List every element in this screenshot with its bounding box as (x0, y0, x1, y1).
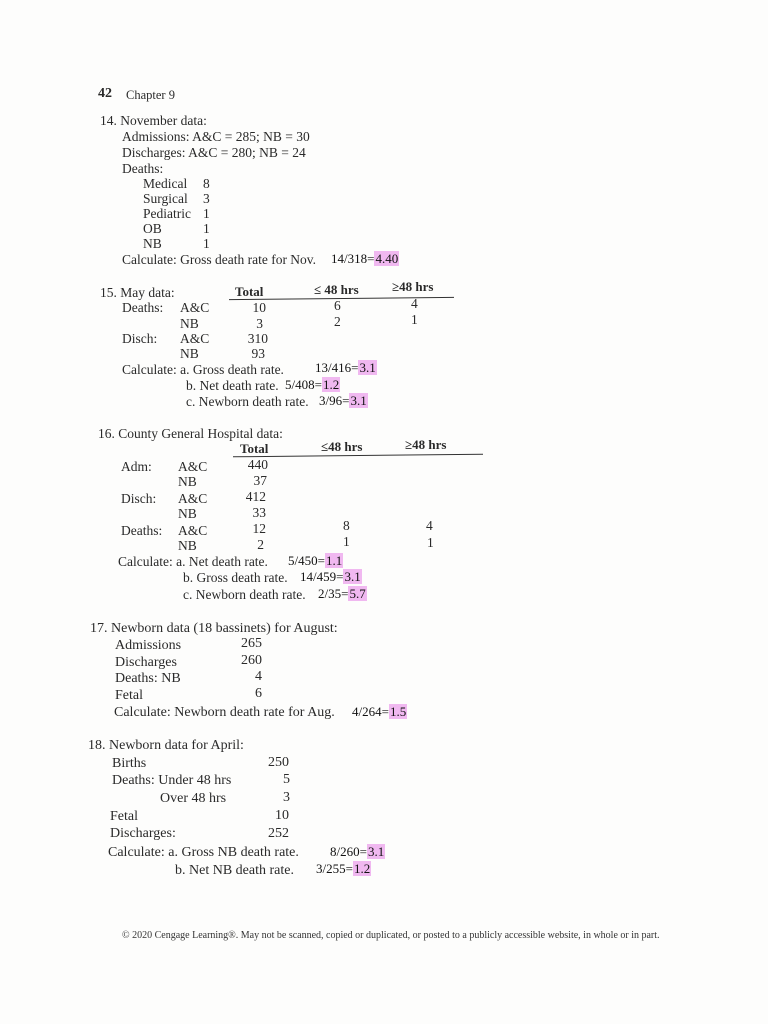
q17-row-label: Admissions (115, 638, 182, 653)
q17-row-value: 6 (255, 686, 262, 701)
q14-row-value: 8 (203, 176, 210, 191)
q15-deaths-ac-ge48: 4 (411, 296, 418, 311)
answer-text: 14/318= (331, 251, 375, 266)
answer-text: 5/408= (285, 377, 322, 392)
q16-deaths-ac-ge48: 4 (426, 518, 433, 533)
q15-deaths-ac-total: 10 (252, 300, 266, 315)
answer-highlight: 3.1 (367, 844, 385, 859)
q18-answer-a (330, 844, 385, 860)
q15-deaths-ac-le48: 6 (334, 298, 341, 313)
q17-row-value: 260 (241, 653, 262, 668)
q14-row-value: 1 (203, 221, 210, 236)
q15-disch-ac-total: 310 (247, 331, 268, 346)
q16-nb-label: NB (178, 506, 197, 521)
q15-deaths-nb-le48: 2 (334, 314, 341, 329)
q16-deaths-label: Deaths: (121, 523, 163, 538)
q16-calc-c: c. Newborn death rate. (183, 587, 306, 602)
answer-highlight: 5.7 (349, 586, 366, 601)
answer-highlight: 1.5 (389, 704, 407, 719)
q16-calc-a: Calculate: a. Net death rate. (118, 554, 268, 569)
q15-header-total: Total (235, 284, 264, 299)
q16-calc-b: b. Gross death rate. (183, 570, 288, 585)
q16-deaths-nb-total: 2 (257, 537, 264, 552)
q16-nb-label: NB (178, 474, 197, 489)
q18-over-label: Over 48 hrs (160, 791, 227, 806)
q14-row-value: 1 (203, 236, 210, 251)
answer-text: 14/459= (300, 569, 344, 584)
q16-ac-label: A&C (178, 459, 208, 474)
q15-nb-label: NB (180, 346, 199, 361)
q16-deaths-ac-le48: 8 (343, 518, 350, 533)
q16-header-rule (233, 454, 483, 458)
q17-row-label: Discharges (115, 655, 177, 670)
q15-calc-b: b. Net death rate. (186, 378, 279, 393)
q16-disch-nb: 33 (252, 505, 266, 520)
q17-title: 17. Newborn data (18 bassinets) for August: (90, 621, 338, 636)
page-number: 42 (98, 86, 112, 101)
q14-deaths-label: Deaths: (122, 161, 164, 176)
q14-answer (331, 251, 399, 267)
q14-admissions: Admissions: A&C = 285; NB = 30 (122, 129, 310, 144)
q16-deaths-nb-le48: 1 (343, 534, 350, 549)
q18-title: 18. Newborn data for April: (88, 738, 244, 753)
q15-deaths-nb-total: 3 (256, 316, 263, 331)
answer-text: 3/255= (316, 861, 353, 876)
q16-answer-c (318, 586, 367, 602)
chapter-title: Chapter 9 (126, 88, 175, 102)
answer-text: 3/96= (319, 393, 350, 408)
q14-discharges: Discharges: A&C = 280; NB = 24 (122, 145, 306, 160)
q16-adm-nb: 37 (253, 473, 267, 488)
answer-highlight: 3.1 (344, 569, 361, 584)
q15-ac-label: A&C (180, 331, 210, 346)
q17-answer (352, 704, 407, 720)
q15-answer-a (315, 360, 377, 376)
answer-text: 5/450= (288, 553, 325, 568)
answer-text: 13/416= (315, 360, 359, 375)
q15-disch-nb-total: 93 (251, 346, 265, 361)
q14-calc: Calculate: Gross death rate for Nov. (122, 252, 317, 267)
q18-births-value: 250 (268, 755, 289, 770)
q14-row-label: Medical (143, 176, 188, 191)
answer-text: 4/264= (352, 704, 389, 719)
q15-header-le48: ≤ 48 hrs (314, 282, 359, 297)
q18-deaths-label: Deaths: Under 48 hrs (112, 773, 232, 788)
answer-highlight: 4.40 (375, 251, 399, 266)
copyright-footer: © 2020 Cengage Learning®. May not be scanned, copied or duplicated, or posted to a publicly accessible website, in whole or in part. (122, 930, 660, 941)
q15-title: 15. May data: (100, 285, 175, 300)
q14-row-value: 1 (203, 206, 210, 221)
answer-highlight: 1.2 (353, 861, 371, 876)
q16-answer-a (288, 553, 343, 569)
q16-answer-b (300, 569, 362, 585)
q18-disch-value: 252 (268, 826, 289, 841)
q16-disch-label: Disch: (121, 491, 157, 506)
q16-deaths-ac-total: 12 (252, 521, 266, 536)
q15-calc-c: c. Newborn death rate. (186, 394, 309, 409)
answer-highlight: 1.2 (322, 377, 340, 392)
q17-calc: Calculate: Newborn death rate for Aug. (114, 705, 335, 720)
q15-header-ge48: ≥48 hrs (392, 279, 434, 294)
answer-highlight: 3.1 (359, 360, 376, 375)
q14-row-label: Surgical (143, 191, 188, 206)
q15-deaths-label: Deaths: (122, 300, 164, 315)
q18-over-value: 3 (283, 790, 290, 805)
q16-nb-label: NB (178, 538, 197, 553)
q15-ac-label: A&C (180, 300, 210, 315)
answer-text: 8/260= (330, 844, 367, 859)
q14-row-value: 3 (203, 191, 210, 206)
q18-calc-b: b. Net NB death rate. (175, 863, 294, 878)
q18-answer-b (316, 861, 371, 877)
q16-ac-label: A&C (178, 523, 208, 538)
q16-adm-ac: 440 (247, 457, 268, 472)
q14-row-label: OB (143, 221, 162, 236)
q14-row-label: NB (143, 236, 162, 251)
answer-text: 2/35= (318, 586, 349, 601)
q18-births-label: Births (112, 756, 147, 771)
q15-deaths-nb-ge48: 1 (411, 312, 418, 327)
q15-answer-c (319, 393, 368, 409)
q16-title: 16. County General Hospital data: (98, 426, 283, 441)
q16-disch-ac: 412 (245, 489, 266, 504)
answer-highlight: 1.1 (325, 553, 343, 568)
q17-row-value: 265 (241, 636, 262, 651)
q17-row-value: 4 (255, 669, 262, 684)
q15-disch-label: Disch: (122, 331, 158, 346)
q15-answer-b (285, 377, 340, 393)
q18-fetal-label: Fetal (110, 809, 138, 824)
q18-deaths-value: 5 (283, 772, 290, 787)
q16-header-total: Total (240, 441, 269, 456)
q18-disch-label: Discharges: (110, 826, 176, 841)
q16-ac-label: A&C (178, 491, 208, 506)
q14-title: 14. November data: (100, 113, 207, 128)
q15-nb-label: NB (180, 316, 199, 331)
q16-header-le48: ≤48 hrs (321, 439, 363, 454)
q16-deaths-nb-ge48: 1 (427, 535, 434, 550)
q16-header-ge48: ≥48 hrs (405, 437, 447, 452)
q14-row-label: Pediatric (143, 206, 191, 221)
q18-fetal-value: 10 (275, 808, 289, 823)
q15-calc-a: Calculate: a. Gross death rate. (122, 362, 284, 377)
answer-highlight: 3.1 (350, 393, 367, 408)
q17-row-label: Fetal (115, 688, 143, 703)
q16-adm-label: Adm: (121, 459, 152, 474)
q17-row-label: Deaths: NB (115, 671, 181, 686)
q18-calc-a: Calculate: a. Gross NB death rate. (108, 845, 299, 860)
